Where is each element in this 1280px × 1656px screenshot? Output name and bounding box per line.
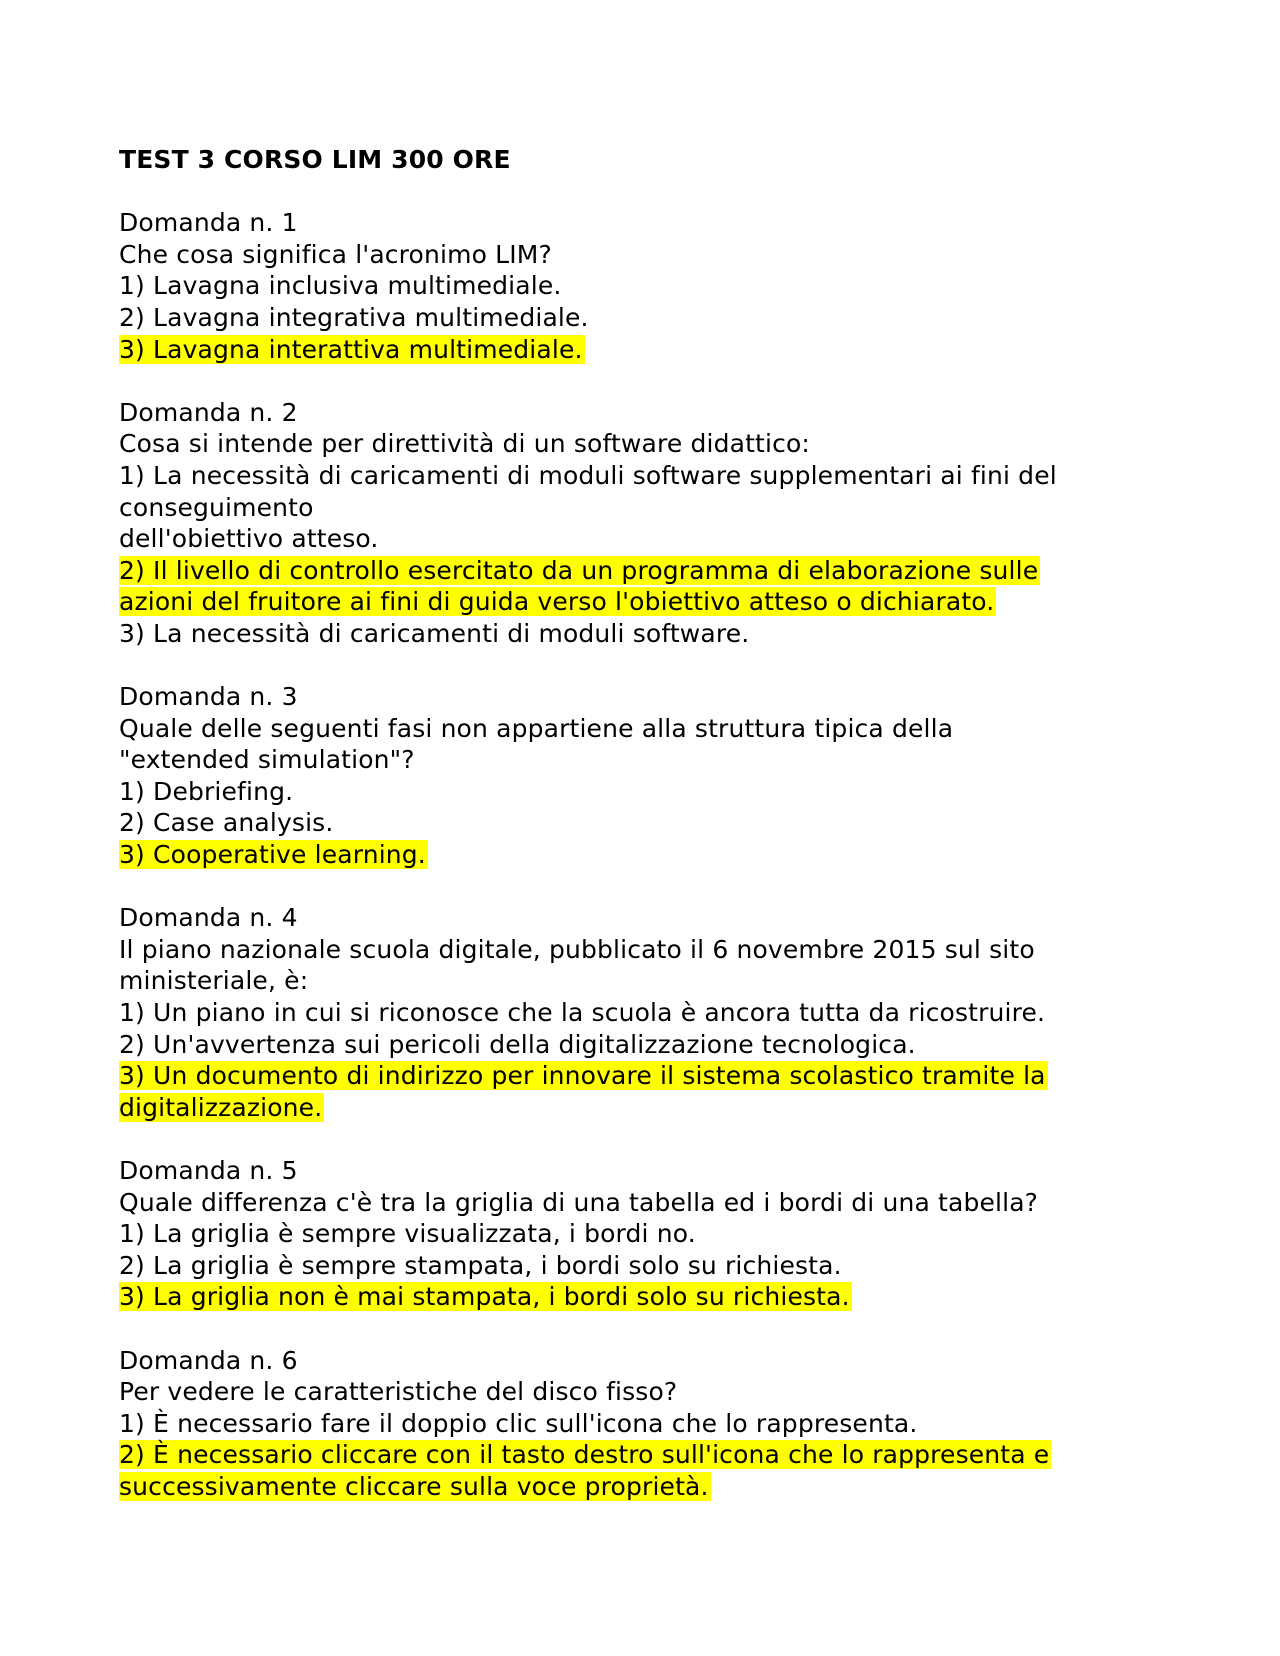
- answer-option-text: 2) È necessario cliccare con il tasto destro sull'icona che lo rappresenta e: [119, 1440, 1050, 1470]
- question-block: [119, 207, 1179, 365]
- question-text-continued: ministeriale, è:: [119, 966, 309, 996]
- answer-option: [119, 1218, 1179, 1250]
- answer-option: [119, 523, 1179, 555]
- answer-option-correct: [119, 555, 1179, 587]
- answer-option: [119, 460, 1179, 492]
- answer-option-text: digitalizzazione.: [119, 1092, 323, 1122]
- answer-option-text: 3) Cooperative learning.: [119, 840, 426, 870]
- answer-option: [119, 302, 1179, 334]
- answer-option: [119, 1029, 1179, 1061]
- question-number: Domanda n. 6: [119, 1345, 298, 1375]
- question-list: [119, 207, 1179, 1502]
- answer-option-text: 2) Lavagna integrativa multimediale.: [119, 302, 589, 332]
- answer-option-text: 1) La necessità di caricamenti di moduli software supplementari ai fini del: [119, 460, 1057, 490]
- question-number: Domanda n. 5: [119, 1156, 298, 1185]
- answer-option-correct: [119, 1471, 1179, 1503]
- question-block: [119, 1155, 1179, 1313]
- answer-option: [119, 997, 1179, 1029]
- question-block: [119, 1345, 1179, 1503]
- answer-option-text: 2) Il livello di controllo esercitato da un programma di elaborazione sulle: [119, 555, 1039, 585]
- answer-option-text: 1) Un piano in cui si riconosce che la scuola è ancora tutta da ricostruire.: [119, 998, 1046, 1028]
- answer-option-text: 1) Debriefing.: [119, 776, 294, 806]
- answer-option-correct: [119, 839, 1179, 871]
- answer-option-text: dell'obiettivo atteso.: [119, 524, 379, 554]
- question-block: [119, 681, 1179, 871]
- document-title: TEST 3 CORSO LIM 300 ORE: [119, 145, 511, 174]
- answer-option: [119, 270, 1179, 302]
- answer-option: [119, 618, 1179, 650]
- answer-option-text: 3) La necessità di caricamenti di moduli software.: [119, 618, 750, 648]
- question-text: Che cosa significa l'acronimo LIM?: [119, 239, 552, 269]
- answer-option-correct: [119, 334, 1179, 366]
- answer-option: [119, 1250, 1179, 1282]
- question-text: Il piano nazionale scuola digitale, pubblicato il 6 novembre 2015 sul sito: [119, 934, 1035, 964]
- answer-option-correct: [119, 1060, 1179, 1092]
- answer-option-text: 2) Case analysis.: [119, 808, 334, 838]
- answer-option-correct: [119, 1092, 1179, 1124]
- question-text: Per vedere le caratteristiche del disco fisso?: [119, 1377, 678, 1407]
- answer-option-text: 1) La griglia è sempre visualizzata, i bordi no.: [119, 1219, 696, 1249]
- answer-option-text: 3) Lavagna interattiva multimediale.: [119, 334, 583, 364]
- document-page: [119, 144, 1179, 1534]
- answer-option: [119, 1408, 1179, 1440]
- answer-option-text: 1) È necessario fare il doppio clic sull'icona che lo rappresenta.: [119, 1408, 918, 1438]
- question-text: Quale delle seguenti fasi non appartiene alla struttura tipica della: [119, 713, 954, 743]
- question-number: Domanda n. 4: [119, 903, 298, 933]
- answer-option: [119, 807, 1179, 839]
- answer-option-text: 1) Lavagna inclusiva multimediale.: [119, 271, 562, 301]
- question-number: Domanda n. 3: [119, 682, 298, 712]
- answer-option-text: conseguimento: [119, 492, 314, 522]
- question-block: [119, 397, 1179, 650]
- answer-option-text: 2) La griglia è sempre stampata, i bordi solo su richiesta.: [119, 1250, 842, 1280]
- answer-option-text: azioni del fruitore ai fini di guida verso l'obiettivo atteso o dichiarato.: [119, 587, 995, 617]
- question-block: [119, 902, 1179, 1123]
- question-number: Domanda n. 1: [119, 208, 298, 238]
- question-text: Quale differenza c'è tra la griglia di una tabella ed i bordi di una tabella?: [119, 1187, 1039, 1217]
- answer-option-text: successivamente cliccare sulla voce proprietà.: [119, 1471, 709, 1501]
- answer-option-correct: [119, 1281, 1179, 1313]
- answer-option-correct: [119, 586, 1179, 618]
- question-text: Cosa si intende per direttività di un software didattico:: [119, 429, 811, 459]
- question-number: Domanda n. 2: [119, 397, 298, 427]
- answer-option-text: 3) Un documento di indirizzo per innovare il sistema scolastico tramite la: [119, 1061, 1046, 1091]
- answer-option-correct: [119, 1439, 1179, 1471]
- answer-option: [119, 492, 1179, 524]
- answer-option-text: 3) La griglia non è mai stampata, i bordi solo su richiesta.: [119, 1282, 850, 1312]
- question-text-continued: "extended simulation"?: [119, 745, 415, 775]
- answer-option: [119, 776, 1179, 808]
- answer-option-text: 2) Un'avvertenza sui pericoli della digitalizzazione tecnologica.: [119, 1029, 916, 1059]
